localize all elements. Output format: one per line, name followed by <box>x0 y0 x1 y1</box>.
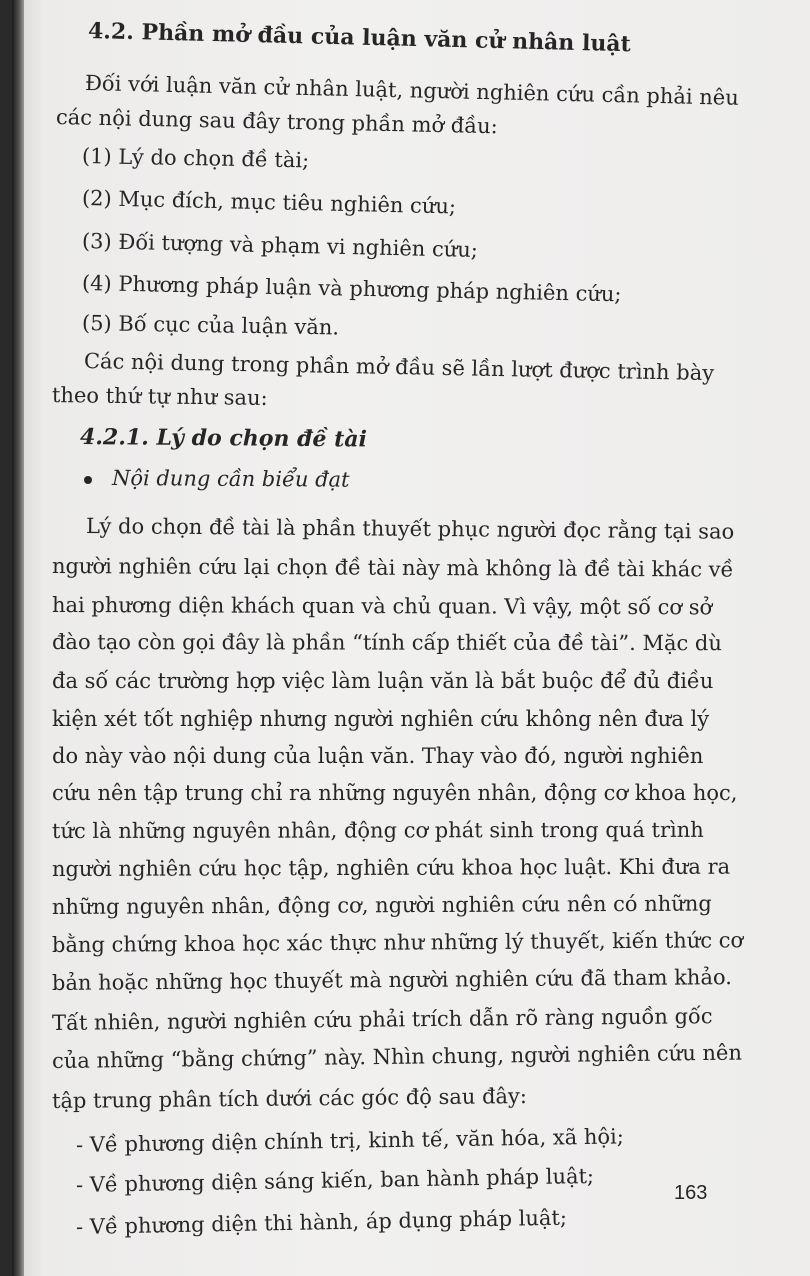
body-line: đa số các trường hợp việc làm luận văn là bắt buộc để đủ điều <box>52 669 714 693</box>
book-page <box>12 0 810 1276</box>
book-spine-shadow <box>12 0 24 1276</box>
section-heading: 4.2. Phần mở đầu của luận văn cử nhân luật <box>87 18 632 58</box>
body-line: cứu nên tập trung chỉ ra những nguyên nhân, động cơ khoa học, <box>52 781 738 805</box>
dash-item: - Về phương diện sáng kiến, ban hành pháp luật; <box>75 1163 595 1197</box>
body-line: kiện xét tốt nghiệp nhưng người nghiên cứu không nên đưa lý <box>52 707 710 731</box>
list-item: (2) Mục đích, mục tiêu nghiên cứu; <box>81 186 457 219</box>
intro-line: Đối với luận văn cử nhân luật, người nghiên cứu cần phải nêu <box>84 71 740 110</box>
dash-item: - Về phương diện thi hành, áp dụng pháp luật; <box>75 1205 568 1239</box>
body-line: đào tạo còn gọi đây là phần “tính cấp thiết của đề tài”. Mặc dù <box>51 630 722 656</box>
body-line: Lý do chọn đề tài là phần thuyết phục người đọc rằng tại sao <box>85 514 735 544</box>
bullet-icon <box>84 476 92 484</box>
body-line: bằng chứng khoa học xác thực như những lý thuyết, kiến thức cơ <box>51 928 744 957</box>
body-line: tức là những nguyên nhân, động cơ phát sinh trong quá trình <box>51 817 704 843</box>
bullet-title: Nội dung cần biểu đạt <box>111 466 350 492</box>
list-item: (5) Bố cục của luận văn. <box>81 311 340 340</box>
body-line: Tất nhiên, người nghiên cứu phải trích dẫn rõ ràng nguồn gốc <box>51 1004 713 1035</box>
body-line: hai phương diện khách quan và chủ quan. Vì vậy, một số cơ sở <box>51 593 713 620</box>
body-line: những nguyên nhân, động cơ, người nghiên cứu nên có những <box>51 891 712 919</box>
body-line: do này vào nội dung của luận văn. Thay vào đó, người nghiên <box>52 744 704 768</box>
dash-item: - Về phương diện chính trị, kinh tế, văn hóa, xã hội; <box>75 1124 624 1157</box>
page-number: 163 <box>674 1182 708 1204</box>
body-line: bản hoặc những học thuyết mà người nghiên cứu đã tham khảo. <box>51 965 732 995</box>
body-line: của những “bằng chứng” này. Nhìn chung, người nghiên cứu nên <box>51 1040 743 1073</box>
subsection-heading: 4.2.1. Lý do chọn đề tài <box>79 424 368 453</box>
order-line: Các nội dung trong phần mở đầu sẽ lần lượt được trình bày <box>83 349 715 386</box>
list-item: (1) Lý do chọn đề tài; <box>81 144 310 173</box>
body-line: người nghiên cứu học tập, nghiên cứu khoa học luật. Khi đưa ra <box>51 854 731 881</box>
body-line: tập trung phân tích dưới các góc độ sau đây: <box>51 1084 528 1113</box>
list-item: (3) Đối tượng và phạm vi nghiên cứu; <box>81 229 479 262</box>
list-item: (4) Phương pháp luận và phương pháp nghiên cứu; <box>81 271 622 307</box>
body-line: người nghiên cứu lại chọn đề tài này mà không là đề tài khác về <box>51 554 734 582</box>
intro-line: các nội dung sau đây trong phần mở đầu: <box>55 105 498 139</box>
order-line: theo thứ tự như sau: <box>51 383 268 411</box>
